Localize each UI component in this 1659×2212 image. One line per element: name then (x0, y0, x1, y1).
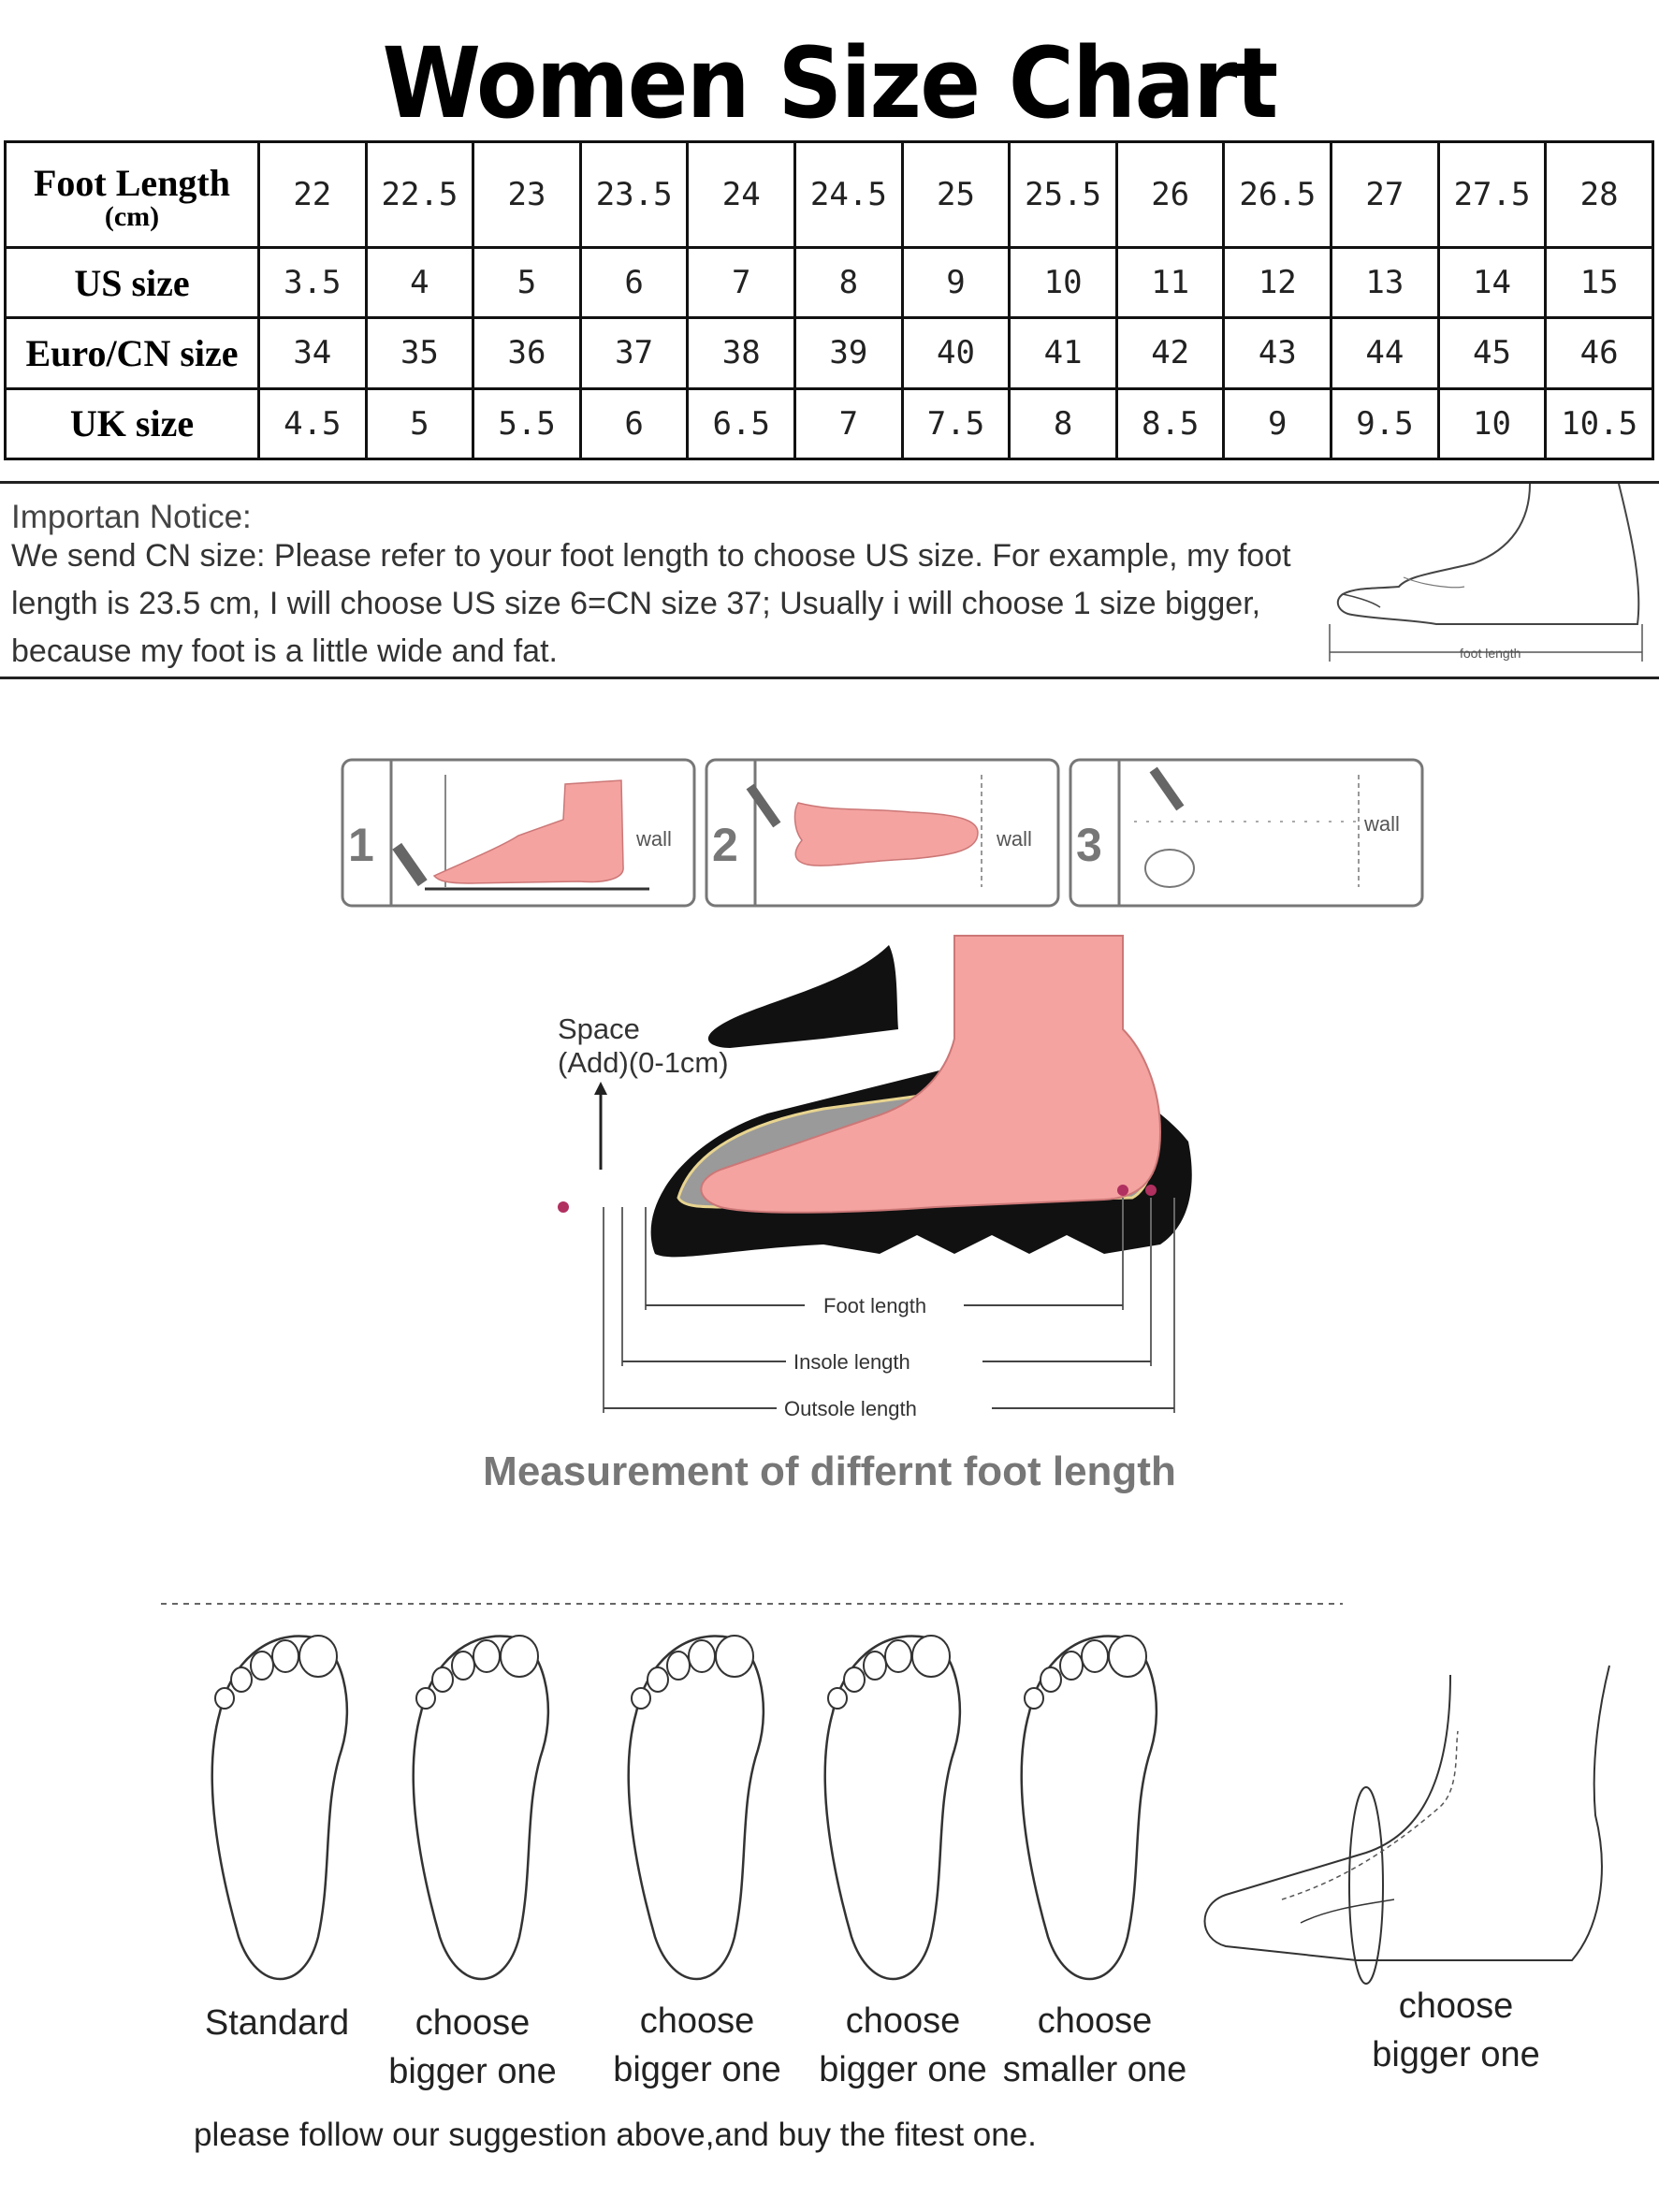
size-cell: 25 (902, 142, 1010, 248)
notice-section (0, 481, 1659, 679)
foot-type-label-3: choose bigger one (613, 2001, 781, 2089)
foot-type-label-2: choose bigger one (388, 2003, 557, 2091)
size-cell: 7 (688, 248, 795, 318)
size-cell: 10 (1010, 248, 1117, 318)
size-row-label: UK size (6, 388, 259, 458)
diagram-caption: Measurement of differnt foot length (483, 1448, 1176, 1494)
size-cell: 22 (259, 142, 367, 248)
foot-type-label-5: choose smaller one (1002, 2001, 1187, 2089)
size-cell: 6.5 (688, 388, 795, 458)
size-cell: 6 (580, 388, 688, 458)
size-cell: 5 (473, 248, 581, 318)
size-cell: 10 (1438, 388, 1546, 458)
space-label: Space (558, 1012, 640, 1045)
step-2-panel (706, 760, 1058, 906)
foot-outline-5 (1022, 1636, 1157, 1979)
size-row-label: Foot Length (cm) (6, 142, 259, 248)
foot-length-label: Foot length (823, 1294, 927, 1317)
size-cell: 9 (902, 248, 1010, 318)
size-cell: 38 (688, 318, 795, 388)
size-cell: 27.5 (1438, 142, 1546, 248)
size-cell: 13 (1332, 248, 1439, 318)
size-cell: 46 (1546, 318, 1653, 388)
foot-type-label-4: choose bigger one (819, 2001, 987, 2089)
foot-type-label-standard: Standard (204, 2003, 350, 2043)
size-cell: 24.5 (795, 142, 903, 248)
size-cell: 11 (1116, 248, 1224, 318)
size-cell: 22.5 (366, 142, 473, 248)
size-cell: 8.5 (1116, 388, 1224, 458)
size-cell: 26 (1116, 142, 1224, 248)
size-cell: 10.5 (1546, 388, 1653, 458)
step-3-panel (1070, 760, 1422, 906)
side-foot-sketch (1205, 1666, 1610, 1984)
step-3-number: 3 (1076, 819, 1102, 871)
step-1-panel (342, 760, 694, 906)
size-cell: 5 (366, 388, 473, 458)
size-cell: 42 (1116, 318, 1224, 388)
footer-suggestion: please follow our suggestion above,and buy the fitest one. (194, 2117, 1037, 2153)
notice-title: Importan Notice: (11, 499, 252, 535)
size-cell: 7 (795, 388, 903, 458)
size-row-label: US size (6, 248, 259, 318)
space-value-label: (Add)(0-1cm) (558, 1046, 729, 1079)
foot-outline-2 (414, 1636, 548, 1979)
foot-type-label-6: choose bigger one (1372, 1986, 1540, 2074)
outsole-length-label: Outsole length (784, 1397, 917, 1420)
foot-length-mini-label: foot length (1460, 646, 1521, 661)
size-cell: 40 (902, 318, 1010, 388)
measuring-steps (341, 756, 1428, 910)
marker-dot (558, 1201, 569, 1213)
size-cell: 14 (1438, 248, 1546, 318)
size-cell: 35 (366, 318, 473, 388)
size-cell: 8 (1010, 388, 1117, 458)
foot-side-sketch (1324, 484, 1656, 671)
foot-outline-1 (212, 1636, 347, 1979)
foot-types-illustration (150, 1591, 1628, 2030)
size-cell: 9.5 (1332, 388, 1439, 458)
size-cell: 25.5 (1010, 142, 1117, 248)
size-row (6, 142, 1653, 248)
size-row (6, 388, 1653, 458)
size-cell: 6 (580, 248, 688, 318)
size-table (4, 140, 1654, 460)
size-row-label: Euro/CN size (6, 318, 259, 388)
size-cell: 39 (795, 318, 903, 388)
size-cell: 12 (1224, 248, 1332, 318)
marker-dot (1145, 1185, 1157, 1196)
size-cell: 24 (688, 142, 795, 248)
size-cell: 26.5 (1224, 142, 1332, 248)
foot-outline-3 (629, 1636, 764, 1979)
size-cell: 8 (795, 248, 903, 318)
step-3-wall-label: wall (1364, 812, 1400, 836)
size-cell: 44 (1332, 318, 1439, 388)
size-cell: 36 (473, 318, 581, 388)
step-1-number: 1 (348, 819, 374, 871)
size-cell: 34 (259, 318, 367, 388)
size-cell: 27 (1332, 142, 1439, 248)
notice-text: We send CN size: Please refer to your foot length to choose US size. For example, my foot length is 23.5 cm, I will choose US size 6=CN size 37; Usually i will choose 1 size bigger, because my foot is a little wide and fat. (11, 538, 1291, 669)
size-row (6, 248, 1653, 318)
size-cell: 4.5 (259, 388, 367, 458)
size-cell: 37 (580, 318, 688, 388)
size-cell: 3.5 (259, 248, 367, 318)
size-cell: 45 (1438, 318, 1546, 388)
shoe-diagram (543, 926, 1198, 1432)
size-cell: 9 (1224, 388, 1332, 458)
size-cell: 28 (1546, 142, 1653, 248)
size-cell: 15 (1546, 248, 1653, 318)
foot-outline-4 (825, 1636, 960, 1979)
size-row (6, 318, 1653, 388)
step-1-wall-label: wall (636, 827, 672, 851)
size-cell: 7.5 (902, 388, 1010, 458)
size-cell: 43 (1224, 318, 1332, 388)
size-cell: 23.5 (580, 142, 688, 248)
page-title: Women Size Chart (382, 26, 1277, 140)
size-cell: 4 (366, 248, 473, 318)
step-2-number: 2 (712, 819, 738, 871)
marker-dot (1117, 1185, 1128, 1196)
size-cell: 23 (473, 142, 581, 248)
size-cell: 5.5 (473, 388, 581, 458)
size-cell: 41 (1010, 318, 1117, 388)
step-2-wall-label: wall (997, 827, 1032, 851)
insole-length-label: Insole length (793, 1350, 910, 1374)
